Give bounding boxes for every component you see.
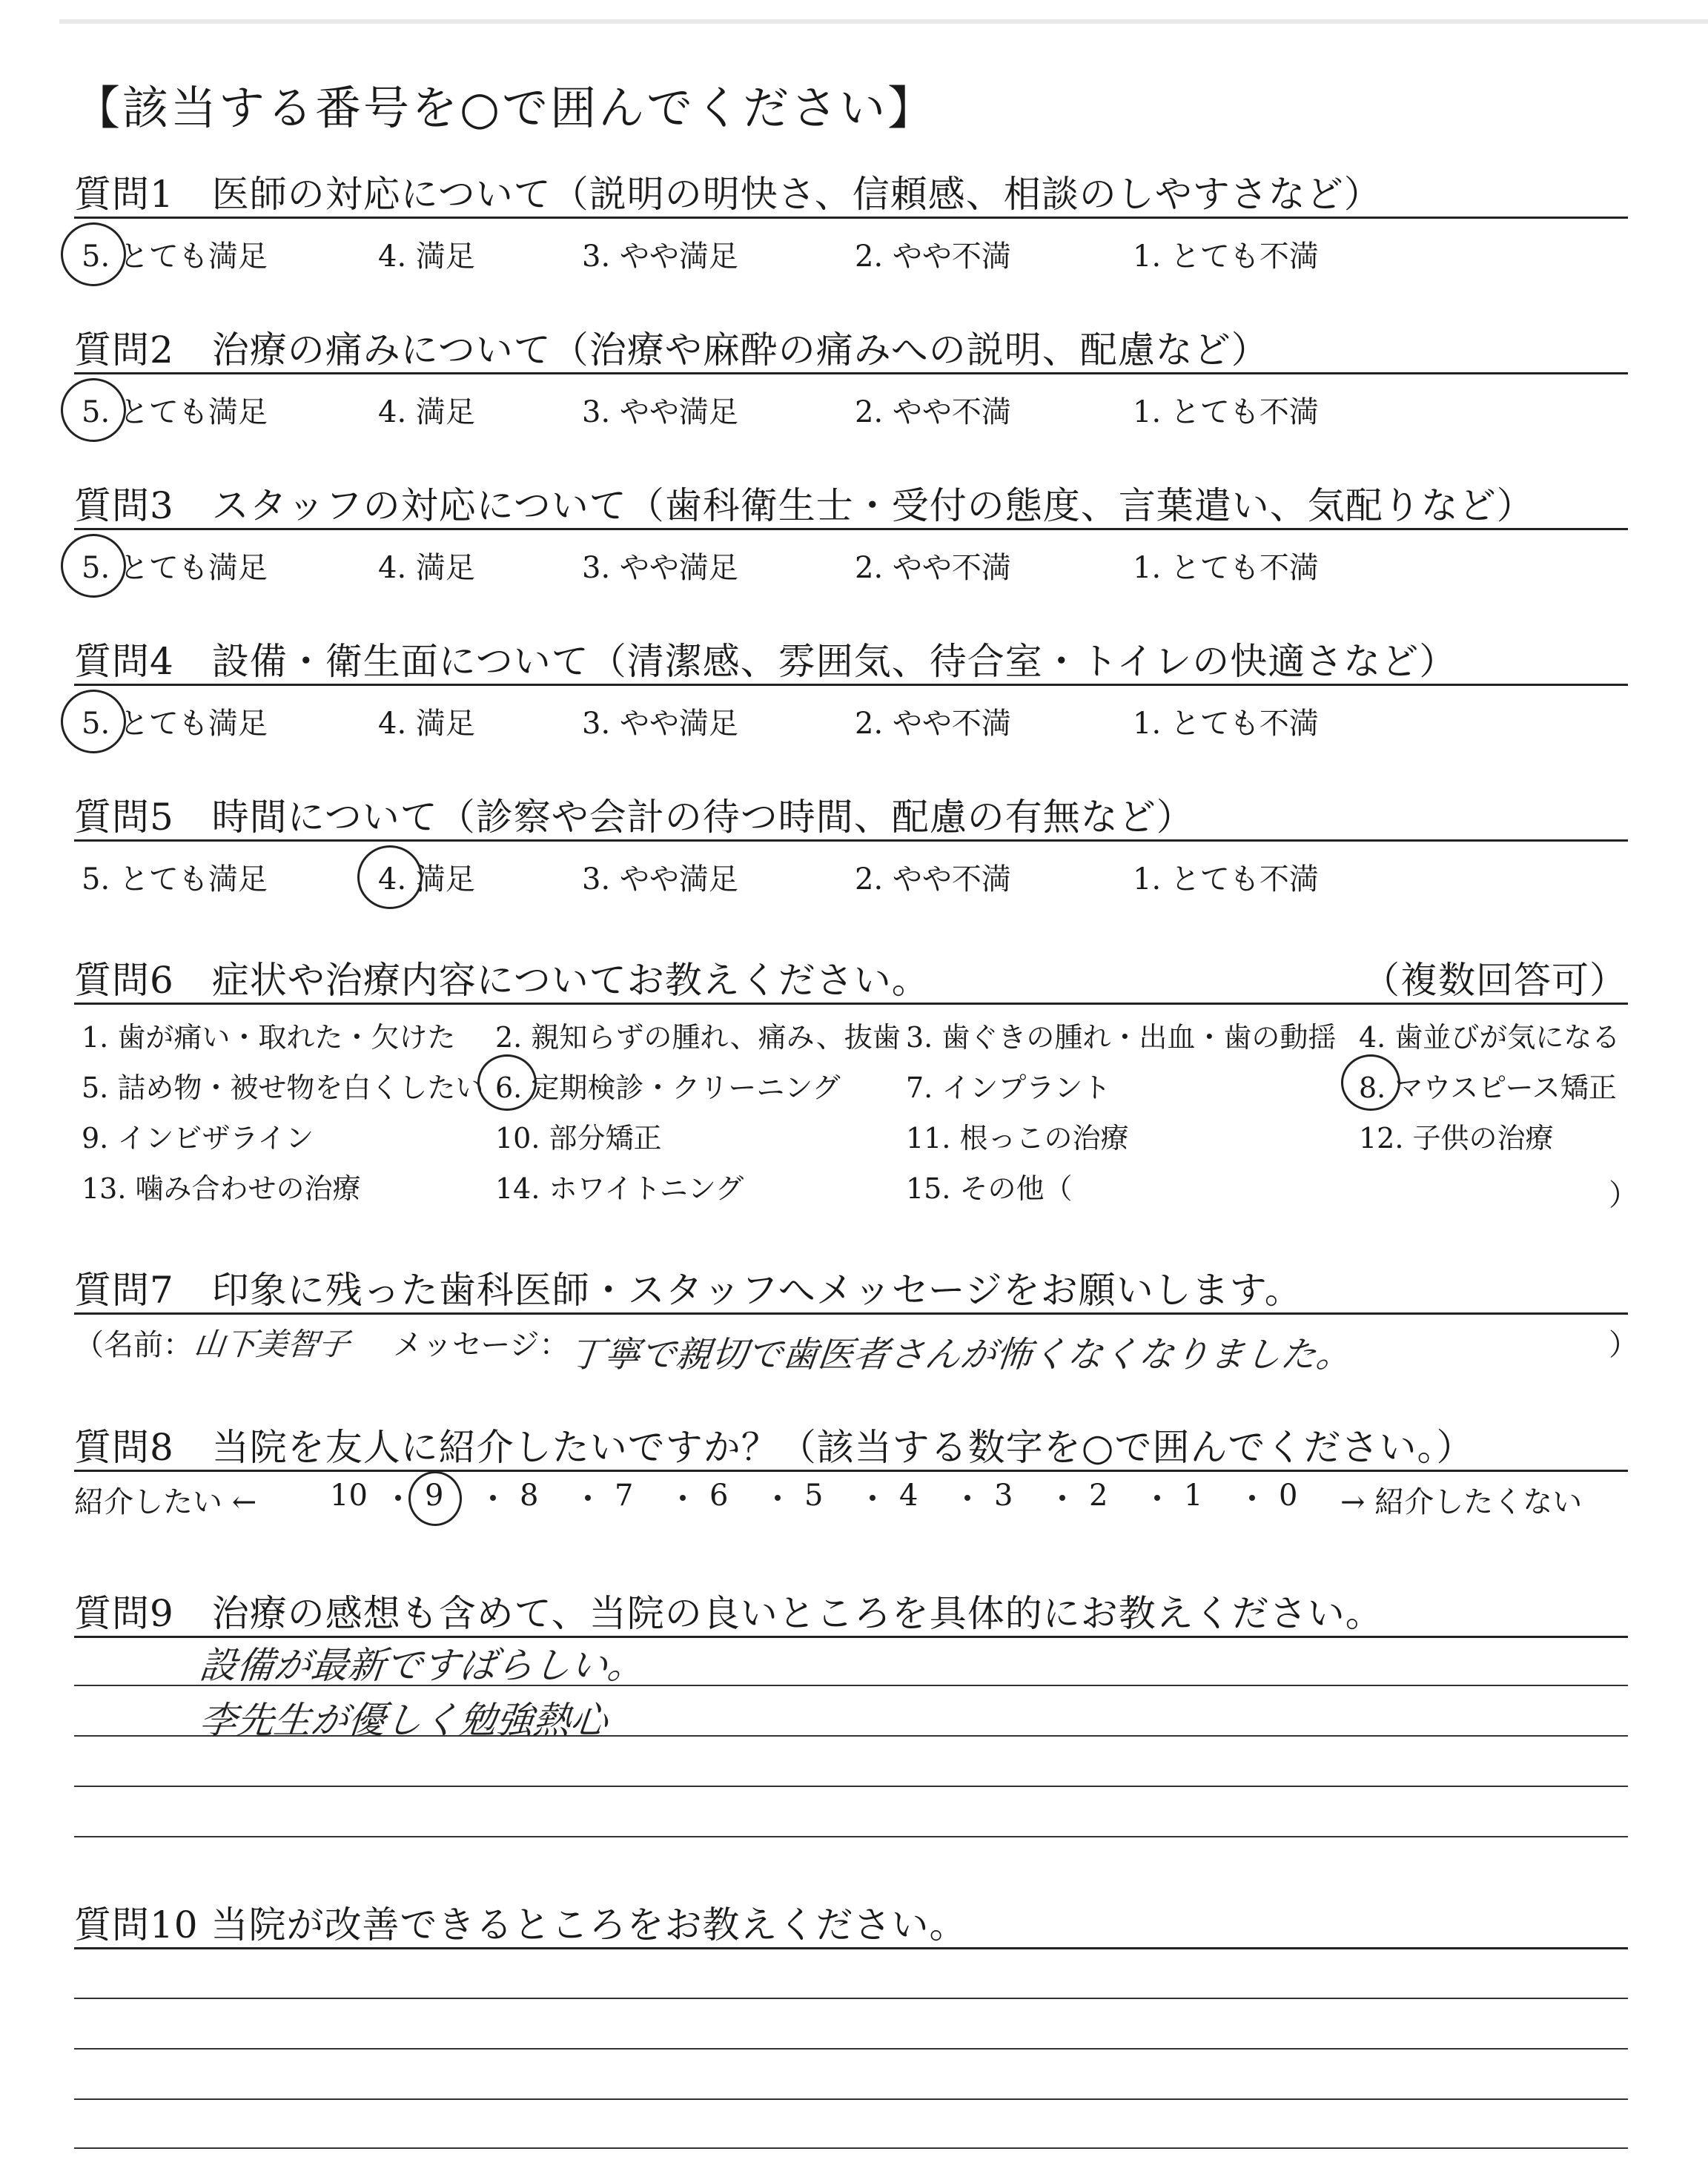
q10-line [74, 1998, 1628, 1999]
q9-title: 質問9 治療の感想も含めて、当院の良いところを具体的にお教えください。 [74, 1592, 1383, 1635]
q8-scale-separator [395, 1495, 401, 1501]
q3-option-4[interactable]: 4. 満足 [378, 551, 475, 585]
q8-scale-8[interactable]: 8 [520, 1479, 539, 1513]
q3-option-1[interactable]: 1. とても不満 [1133, 551, 1319, 585]
q8-scale-6[interactable]: 6 [709, 1479, 729, 1513]
q6-option-10[interactable]: 10. 部分矯正 [495, 1122, 662, 1155]
q7-rule [74, 1312, 1628, 1315]
q2-option-4[interactable]: 4. 満足 [378, 395, 475, 429]
q7-message: 丁寧で親切で歯医者さんが怖くなくなりました。 [566, 1334, 1354, 1375]
q4-title: 質問4 設備・衛生面について（清潔感、雰囲気、待合室・トイレの快適さなど） [74, 640, 1457, 683]
q6-option-1[interactable]: 1. 歯が痛い・取れた・欠けた [82, 1021, 456, 1054]
q5-option-4[interactable]: 4. 満足 [378, 862, 475, 896]
q5-option-2[interactable]: 2. やや不満 [855, 862, 1011, 896]
q8-scale-separator [1059, 1495, 1065, 1501]
q7-open-label: （名前： [74, 1328, 193, 1362]
q6-option-15[interactable]: 15. その他（ [906, 1172, 1073, 1205]
q7-name: 山下美智子 [192, 1326, 352, 1362]
q8-scale-2[interactable]: 2 [1089, 1479, 1108, 1513]
q8-scale-7[interactable]: 7 [615, 1479, 634, 1513]
q8-scale-3[interactable]: 3 [994, 1479, 1013, 1513]
q8-scale-0[interactable]: 0 [1279, 1479, 1298, 1513]
q1-option-1[interactable]: 1. とても不満 [1133, 240, 1319, 274]
q2-rule [74, 372, 1628, 374]
q8-scale-separator [680, 1495, 686, 1501]
q6-option-12[interactable]: 12. 子供の治療 [1359, 1122, 1554, 1155]
q7-close-paren: ） [1609, 1328, 1638, 1362]
q8-scale-separator [775, 1495, 781, 1501]
q6-option-7[interactable]: 7. インプラント [906, 1071, 1111, 1104]
q5-selection-circle [357, 845, 423, 909]
q8-scale-separator [490, 1495, 496, 1501]
q2-option-3[interactable]: 3. やや満足 [582, 395, 738, 429]
q8-scale-4[interactable]: 4 [899, 1479, 918, 1513]
q2-option-2[interactable]: 2. やや不満 [855, 395, 1011, 429]
q5-rule [74, 839, 1628, 842]
q7-title: 質問7 印象に残った歯科医師・スタッフへメッセージをお願いします。 [74, 1269, 1302, 1312]
q6-option-11[interactable]: 11. 根っこの治療 [906, 1122, 1129, 1155]
q4-option-2[interactable]: 2. やや不満 [855, 707, 1011, 741]
q1-option-2[interactable]: 2. やや不満 [855, 240, 1011, 274]
q6-option-8[interactable]: 8. マウスピース矯正 [1359, 1071, 1617, 1104]
q5-option-3[interactable]: 3. やや満足 [582, 862, 738, 896]
q8-rule [74, 1470, 1628, 1472]
q9-answer-line-2: 李先生が優しく勉強熱心 [197, 1699, 610, 1742]
q8-scale-5[interactable]: 5 [804, 1479, 824, 1513]
q6-close-paren: ） [1609, 1178, 1638, 1212]
q6-option-9[interactable]: 9. インビザライン [82, 1122, 314, 1155]
q9-answer-line-1: 設備が最新ですばらしい。 [197, 1644, 647, 1687]
q2-option-5[interactable]: 5. とても満足 [82, 395, 268, 429]
q10-title: 質問10 当院が改善できるところをお教えください。 [74, 1903, 967, 1946]
q9-line [74, 1836, 1628, 1837]
q8-left-label: 紹介したい ← [74, 1485, 257, 1519]
q8-scale-separator [1249, 1495, 1255, 1501]
q6-option-5[interactable]: 5. 詰め物・被せ物を白くしたい [82, 1071, 484, 1104]
q1-option-4[interactable]: 4. 満足 [378, 240, 475, 274]
q3-title: 質問3 スタッフの対応について（歯科衛生士・受付の態度、言葉遣い、気配りなど） [74, 484, 1535, 527]
q5-title: 質問5 時間について（診察や会計の待つ時間、配慮の有無など） [74, 796, 1194, 839]
q6-option-13[interactable]: 13. 噛み合わせの治療 [82, 1172, 361, 1205]
q6-selection-circle-8 [1341, 1054, 1400, 1111]
q3-option-5[interactable]: 5. とても満足 [82, 551, 268, 585]
q8-scale-9[interactable]: 9 [425, 1479, 444, 1513]
q4-option-3[interactable]: 3. やや満足 [582, 707, 738, 741]
q1-title: 質問1 医師の対応について（説明の明快さ、信頼感、相談のしやすさなど） [74, 173, 1382, 216]
q8-selection-circle [408, 1471, 462, 1526]
q4-option-4[interactable]: 4. 満足 [378, 707, 475, 741]
q6-option-4[interactable]: 4. 歯並びが気になる [1359, 1021, 1621, 1054]
q3-option-3[interactable]: 3. やや満足 [582, 551, 738, 585]
q5-option-5[interactable]: 5. とても満足 [82, 862, 268, 896]
q4-option-1[interactable]: 1. とても不満 [1133, 707, 1319, 741]
page-title: 【該当する番号を○で囲んでください】 [74, 81, 936, 135]
scan-top-edge [59, 19, 1708, 24]
q6-option-6[interactable]: 6. 定期検診・クリーニング [495, 1071, 841, 1104]
q1-selection-circle [61, 222, 126, 286]
q5-option-1[interactable]: 1. とても不満 [1133, 862, 1319, 896]
q6-rule [74, 1003, 1628, 1005]
q6-title: 質問6 症状や治療内容についてお教えください。 [74, 959, 930, 1002]
q10-line [74, 2098, 1628, 2100]
q6-option-3[interactable]: 3. 歯ぐきの腫れ・出血・歯の動揺 [906, 1021, 1337, 1054]
q6-selection-circle-6 [477, 1054, 537, 1111]
q8-title: 質問8 当院を友人に紹介したいですか？（該当する数字を○で囲んでください。） [74, 1426, 1474, 1469]
q1-rule [74, 217, 1628, 219]
q1-option-3[interactable]: 3. やや満足 [582, 240, 738, 274]
q3-selection-circle [61, 534, 126, 598]
q3-rule [74, 528, 1628, 530]
q9-line [74, 1786, 1628, 1787]
q6-note: （複数回答可） [1363, 959, 1627, 1002]
q2-selection-circle [61, 378, 126, 442]
q4-rule [74, 684, 1628, 686]
q2-option-1[interactable]: 1. とても不満 [1133, 395, 1319, 429]
q8-scale-separator [870, 1495, 875, 1501]
q2-title: 質問2 治療の痛みについて（治療や麻酔の痛みへの説明、配慮など） [74, 328, 1269, 371]
q4-selection-circle [61, 690, 126, 753]
q6-option-2[interactable]: 2. 親知らずの腫れ、痛み、抜歯 [495, 1021, 901, 1054]
q8-scale-separator [1154, 1495, 1160, 1501]
q10-line [74, 2147, 1628, 2149]
q6-option-14[interactable]: 14. ホワイトニング [495, 1172, 744, 1205]
q8-scale-10[interactable]: 10 [330, 1479, 368, 1513]
q7-message-label: メッセージ： [393, 1328, 569, 1362]
q10-line [74, 2048, 1628, 2050]
q4-option-5[interactable]: 5. とても満足 [82, 707, 268, 741]
q10-rule [74, 1947, 1628, 1949]
q3-option-2[interactable]: 2. やや不満 [855, 551, 1011, 585]
q8-scale-1[interactable]: 1 [1184, 1479, 1203, 1513]
q8-right-label: → 紹介したくない [1340, 1485, 1583, 1519]
q8-scale-separator [964, 1495, 970, 1501]
q1-option-5[interactable]: 5. とても満足 [82, 240, 268, 274]
q8-scale-separator [585, 1495, 591, 1501]
